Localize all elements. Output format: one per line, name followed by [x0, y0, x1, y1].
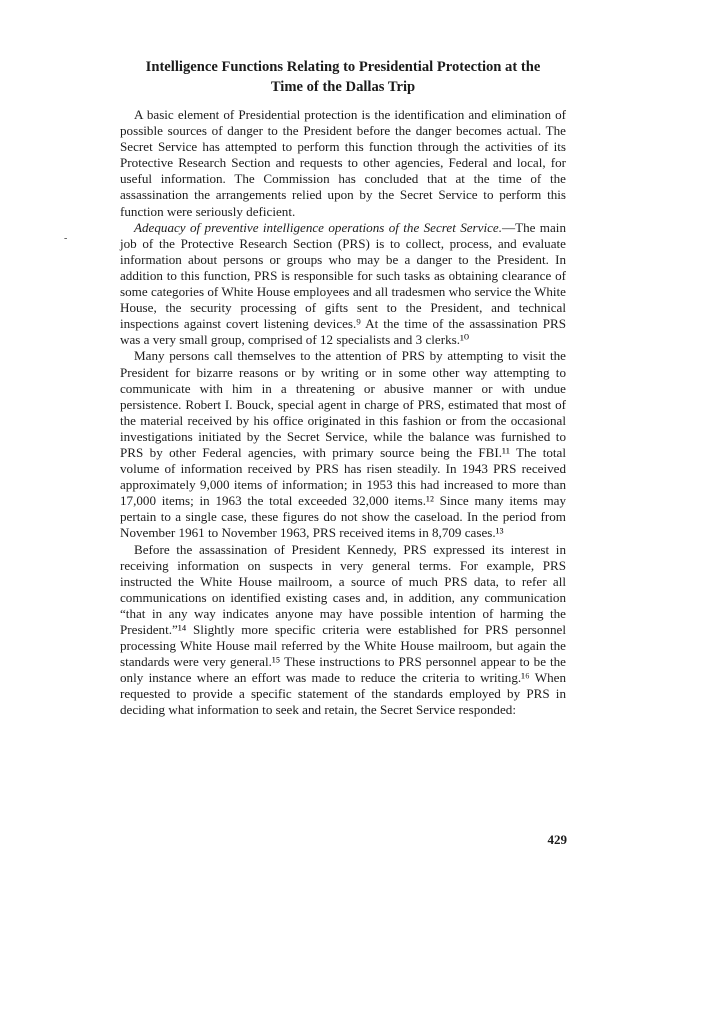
run-in-heading: Adequacy of preventive intelligence operations of the Secret Service.	[134, 219, 502, 235]
paragraph-adequacy-text: —The main job of the Protective Research Section (PRS) is to collect, process, and evaluate information about persons or groups who may be a danger to the President. In addition to this function, PRS is responsible for such tasks as obtaining clearance of some categories of White House employees and all tradesmen who service the White House, the security processing of gifts sent to the President, and technical inspections against covert listening devices.⁹ At the time of the assassination PRS was a very small group, comprised of 12 specialists and 3 clerks.¹⁰	[120, 219, 566, 348]
page-body	[120, 57, 566, 719]
section-heading	[120, 57, 566, 97]
paragraph-criteria: Before the assassination of President Kennedy, PRS expressed its interest in receiving information on suspects in very general terms. For example, PRS instructed the White House mailroom, a source of much PRS data, to refer all communications on identified existing cases and, in addition, any communication “that in any way indicates anyone may have possible intention of harming the President.”¹⁴ Slightly more specific criteria were established for PRS personnel processing White House mail referred by the White House mailroom, but again the standards were very general.¹⁵ These instructions to PRS personnel appear to be the only instance where an effort was made to reduce the criteria to writing.¹⁶ When requested to provide a specific statement of the standards employed by PRS in deciding what information to seek and retain, the Secret Service responded:	[120, 541, 566, 718]
paragraph-adequacy	[120, 220, 566, 349]
section-heading-line-1: Intelligence Functions Relating to Presidential Protection at the	[145, 59, 541, 75]
paragraph-volume: Many persons call themselves to the attention of PRS by attempting to visit the President for bizarre reasons or by writing or in some other way attempting to communicate with him in a threatening or abusive manner or with undue persistence. Robert I. Bouck, special agent in charge of PRS, estimated that most of the material received by his office originated in this fashion or from the occasional investigations initiated by the Secret Service, while the balance was furnished to PRS by other Federal agencies, with primary source being the FBI.¹¹ The total volume of information received by PRS has risen steadily. In 1943 PRS received approximately 9,000 items of information; in 1953 this had increased to more than 17,000 items; in 1963 the total exceeded 32,000 items.¹² Since many items may pertain to a single case, these figures do not show the caseload. In the period from November 1961 to November 1963, PRS received items in 8,709 cases.¹³	[120, 348, 566, 541]
section-heading-line-2: Time of the Dallas Trip	[270, 79, 416, 95]
margin-mark: -	[64, 233, 68, 244]
paragraph-intro: A basic element of Presidential protection is the identification and elimination of possible sources of danger to the President before the danger becomes actual. The Secret Service has attempted to perform this function through the activities of its Protective Research Section and requests to other agencies, Federal and local, for useful information. The Commission has concluded that at the time of the assassination the arrangements relied upon by the Secret Service to perform this function were seriously deficient.	[120, 107, 566, 219]
page-number: 429	[547, 832, 567, 847]
